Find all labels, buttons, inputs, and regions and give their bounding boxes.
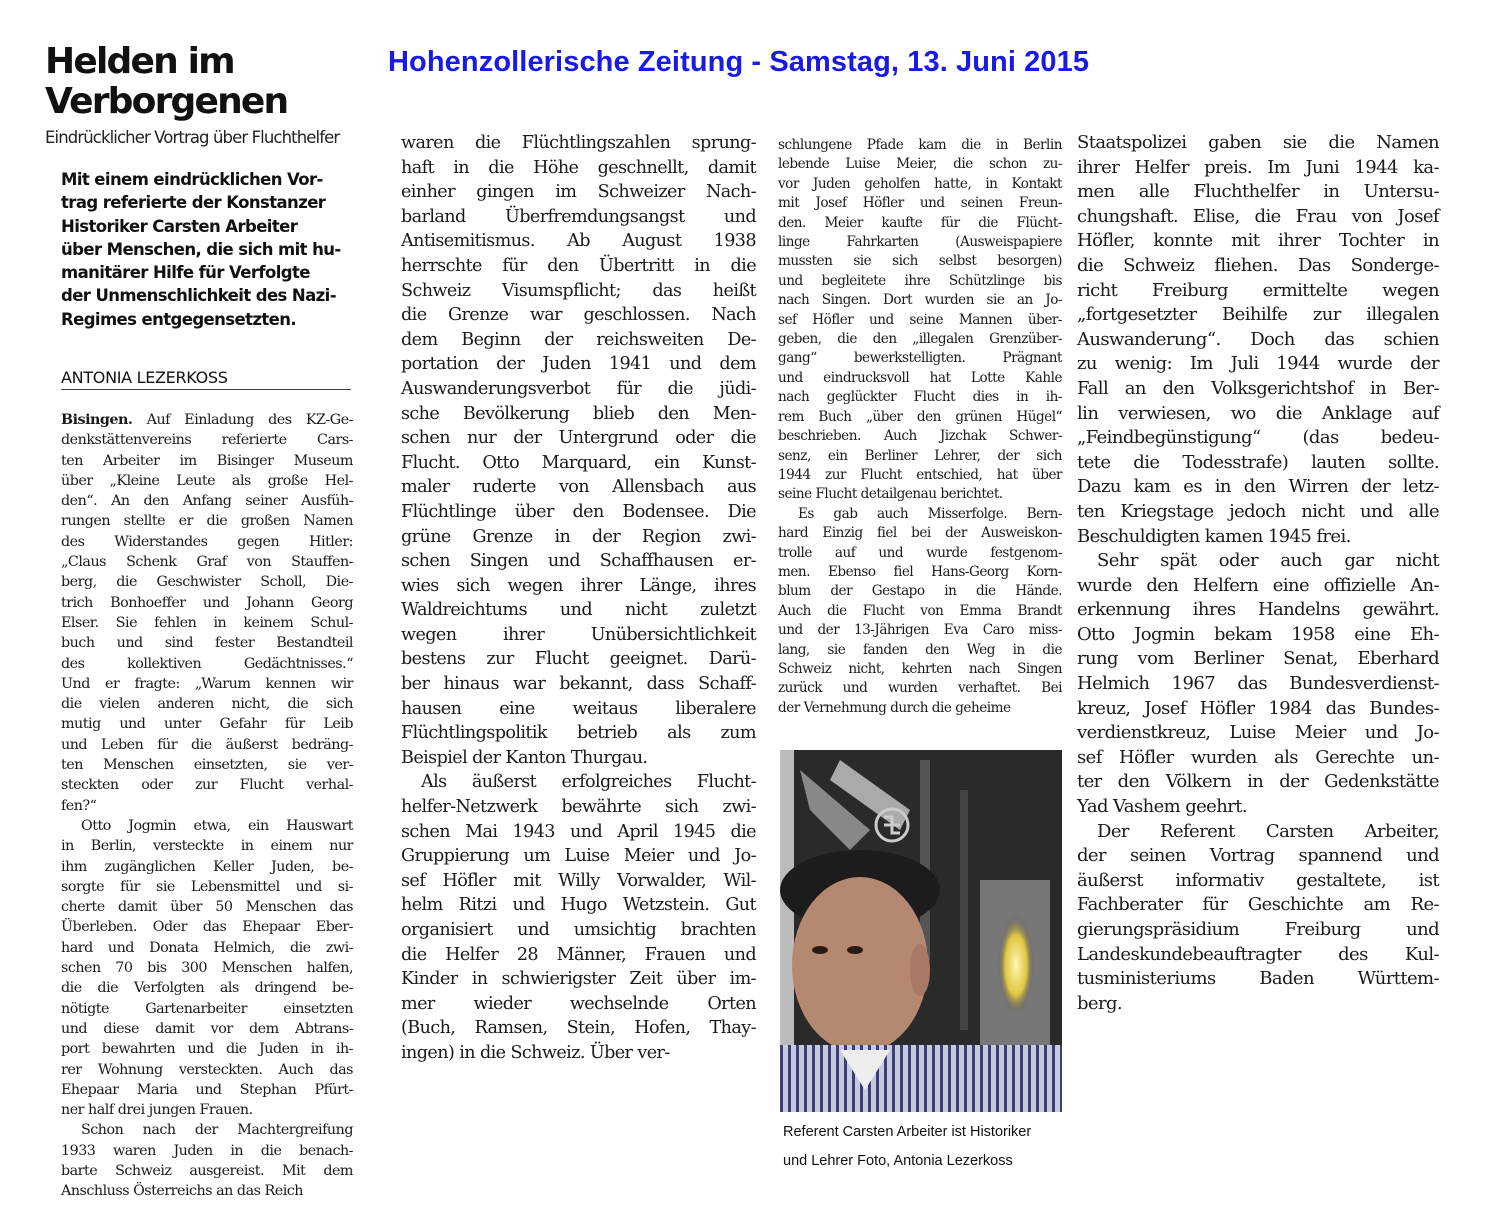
text-line: Flucht. Otto Marquard, ein Kunst- xyxy=(401,452,756,473)
text-line: wurde den Helfern eine offizielle An- xyxy=(1077,574,1439,596)
text-line: Dazu kam es in den Wirren der letz- xyxy=(1077,476,1439,498)
text-line: herrschte für den Übertritt in die xyxy=(401,255,756,276)
text-line: Schon nach der Machtergreifung xyxy=(81,1122,353,1139)
text-line: cherte damit über 50 Menschen das xyxy=(61,899,353,916)
text-line: nach geglückter Flucht dies in ih- xyxy=(778,389,1062,406)
text-line: mer wieder wechselnde Orten xyxy=(401,993,756,1014)
text-line: ten Menschen einsetzten, sie ver- xyxy=(61,757,353,774)
text-line: linge Fahrkarten (Ausweispapiere xyxy=(778,234,1062,251)
text-line: in Berlin, versteckte in einem nur xyxy=(61,838,353,855)
text-line: port bewahrten und die Juden in ih- xyxy=(61,1041,353,1058)
text-line: Helmich 1967 das Bundesverdienst- xyxy=(1077,673,1439,695)
text-line: haft in die Höhe geschnellt, damit xyxy=(401,157,756,178)
text-line: Sehr spät oder auch gar nicht xyxy=(1097,550,1439,572)
text-line: organisiert und umsichtig brachten xyxy=(401,920,756,940)
text-line: helm Ritzi und Hugo Wetzstein. Gut xyxy=(401,895,756,916)
text-line: Elser. Sie fehlen in keinem Schul- xyxy=(61,614,353,631)
text-line: schen nur der Untergrund oder die xyxy=(401,428,756,449)
lead-line: Regimes entgegensetzten. xyxy=(61,309,297,329)
text-line: Und er fragte: „Warum kennen wir xyxy=(61,675,353,692)
text-line: sef Höfler und seine Mannen über- xyxy=(778,311,1062,328)
text-line: trich Bonhoeffer und Johann Georg xyxy=(61,594,353,611)
text-line: und eindrucksvoll hat Lotte Kahle xyxy=(778,369,1062,386)
text-line: des kollektiven Gedächtnisses.“ xyxy=(61,655,353,672)
text-line: Höfler, konnte mit ihrer Tochter in xyxy=(1077,230,1439,252)
text-line: die Helfer 28 Männer, Frauen und xyxy=(401,944,756,965)
text-line: schen Mai 1943 und April 1945 die xyxy=(401,821,756,842)
text-line: Kinder in schwierigster Zeit über im- xyxy=(401,969,756,990)
text-line: maler ruderte von Allensbach aus xyxy=(401,477,756,498)
text-line: lebende Luise Meier, die schon zu- xyxy=(778,156,1062,173)
text-line: Otto Jogmin etwa, ein Hauswart xyxy=(81,817,353,834)
text-line: Otto Jogmin bekam 1958 eine Eh- xyxy=(1077,623,1439,645)
text-line: „Claus Schenk Graf von Stauffen- xyxy=(61,554,353,571)
text-line: Waldreichtums und nicht zuletzt xyxy=(401,600,756,621)
photo-caption-line-2: und Lehrer Foto, Antonia Lezerkoss xyxy=(783,1153,1013,1169)
text-line: Der Referent Carsten Arbeiter, xyxy=(1097,820,1439,842)
text-line: und der 13-Jährigen Eva Caro miss- xyxy=(778,622,1062,639)
text-line: ihrer Helfer preis. Im Juni 1944 ka- xyxy=(1077,156,1439,178)
text-line: men alle Fluchthelfer in Untersu- xyxy=(1077,181,1439,203)
text-line: Fachberater für Geschichte am Re- xyxy=(1077,894,1439,916)
article-column-1 xyxy=(61,410,353,1202)
lead-line: trag referierte der Konstanzer xyxy=(61,193,326,213)
text-line: und diese damit vor dem Abtrans- xyxy=(61,1020,353,1037)
text-line: erkennung ihres Handelns gewährt. xyxy=(1077,599,1439,621)
text-line: ten Arbeiter im Bisinger Museum xyxy=(61,452,353,469)
text-line: grüne Grenze in der Region zwi- xyxy=(401,526,756,547)
lead-line: der Unmenschlichkeit des Nazi- xyxy=(61,286,336,306)
text-line: schen Singen und Schaffhausen er- xyxy=(401,551,756,572)
text-line: tete die Todesstrafe) lauten sollte. xyxy=(1077,451,1439,473)
text-line: und begleitete ihre Schützlinge bis xyxy=(778,272,1062,289)
text-line: Auswanderung“. Doch das schien xyxy=(1077,328,1439,350)
text-line: den. Meier kaufte für die Flücht- xyxy=(778,214,1062,231)
text-line: Anschluss Österreichs an das Reich xyxy=(61,1183,303,1200)
text-line: ter den Völkern in der Gedenkstätte xyxy=(1077,771,1439,793)
speaker-photo xyxy=(780,750,1062,1112)
text-line: und Leben für die äußerst bedräng- xyxy=(61,736,353,753)
lead-line: Historiker Carsten Arbeiter xyxy=(61,216,298,236)
text-line: wies sich wegen ihrer Länge, ihres xyxy=(401,575,756,596)
text-line: ten Kriegstage jedoch nicht und alle xyxy=(1077,500,1439,522)
text-line: die vielen anderen nicht, die sich xyxy=(61,696,353,713)
text-line: 1933 waren Juden in die benach- xyxy=(61,1142,353,1159)
text-line: waren die Flüchtlingszahlen sprung- xyxy=(401,133,756,153)
author-byline: ANTONIA LEZERKOSS xyxy=(61,368,351,390)
lead-line: Mit einem eindrücklichen Vor- xyxy=(61,170,323,189)
text-line: (Buch, Ramsen, Stein, Hofen, Thay- xyxy=(401,1018,756,1039)
text-line: berg. xyxy=(1077,992,1123,1014)
subheadline: Eindrücklicher Vortrag über Fluchthelfer xyxy=(45,128,340,147)
text-line: steckten oder zur Flucht verhal- xyxy=(61,777,353,794)
text-line: Schweiz Visumspflicht; das heißt xyxy=(401,280,756,301)
text-line: einher gingen im Schweizer Nach- xyxy=(401,182,756,203)
text-line: die Schweiz fliehen. Das Sonderge- xyxy=(1077,254,1439,276)
text-line: Es gab auch Misserfolge. Bern- xyxy=(798,505,1062,522)
text-line: Flüchtlingspolitik betrieb als zum xyxy=(401,723,756,744)
photo-caption-line-1: Referent Carsten Arbeiter ist Historiker xyxy=(783,1124,1032,1140)
text-line: barte Schweiz ausgereist. Mit dem xyxy=(61,1162,353,1179)
text-line: Schweiz nicht, kehrten nach Singen xyxy=(778,660,1062,677)
article-column-4 xyxy=(1077,131,1439,1016)
text-line: den“. An den Anfang seiner Ausfüh- xyxy=(61,493,353,510)
text-line: chungshaft. Elise, die Frau von Josef xyxy=(1077,205,1439,227)
text-line: rungen stellte er die großen Namen xyxy=(61,513,353,530)
text-line: die die Verfolgten als dringend be- xyxy=(61,980,353,997)
text-line: gierungspräsidium Freiburg und xyxy=(1077,919,1439,940)
text-line: schen 70 bis 300 Menschen halfen, xyxy=(61,960,353,977)
text-line: des Widerstandes gegen Hitler: xyxy=(61,533,353,550)
text-line: hard Einzig fiel bei der Ausweiskon- xyxy=(778,525,1062,542)
text-line: „Feindbegünstigung“ (das bedeu- xyxy=(1077,427,1439,449)
text-line: berg, die Geschwister Scholl, Die- xyxy=(61,574,353,591)
text-line: bestens zur Flucht geeignet. Darü- xyxy=(401,649,756,670)
text-line: rer Wohnung versteckten. Auch das xyxy=(61,1061,353,1078)
text-line: schlungene Pfade kam die in Berlin xyxy=(778,137,1062,153)
text-line: lin verwiesen, wo die Anklage auf xyxy=(1077,402,1439,424)
text-line: denkstättenvereins referierte Cars- xyxy=(61,432,353,449)
text-line: hausen eine weitaus liberalere xyxy=(401,698,756,719)
lead-line: über Menschen, die sich mit hu- xyxy=(61,239,341,259)
text-line: Gruppierung um Luise Meier und Jo- xyxy=(401,846,756,867)
text-line: Als äußerst erfolgreiches Flucht- xyxy=(421,772,756,793)
text-line: rem Buch „über den grünen Hügel“ xyxy=(778,408,1062,425)
article-column-2 xyxy=(401,131,756,1066)
text-line: zu wenig: Im Juli 1944 wurde der xyxy=(1077,353,1439,375)
text-line: trolle auf und wurde festgenom- xyxy=(778,544,1062,561)
text-line: seine Flucht detailgenau berichtet. xyxy=(778,486,1003,503)
text-line xyxy=(61,410,353,430)
text-line: vor Juden geholfen hatte, in Kontakt xyxy=(778,175,1062,192)
article-column-3 xyxy=(778,136,1062,718)
speaker-photo-image xyxy=(780,750,1062,1112)
text-line: portation der Juden 1941 und dem xyxy=(401,354,756,375)
text-line: geben, die den „illegalen Grenzüber- xyxy=(778,331,1062,348)
text-line: tusministeriums Baden Württem- xyxy=(1077,968,1439,990)
text-line: Beispiel der Kanton Thurgau. xyxy=(401,747,648,768)
text-line: helfer-Netzwerk bewährte sich zwi- xyxy=(401,797,756,818)
text-line: der Vernehmung durch die geheime xyxy=(778,699,1011,716)
text-line: mutig und unter Gefahr für Leib xyxy=(61,716,353,733)
text-line: Auch die Flucht von Emma Brandt xyxy=(778,602,1062,619)
text-line: die Grenze war geschlossen. Nach xyxy=(401,305,756,326)
text-line: mit Josef Höfler und seinen Freun- xyxy=(778,195,1062,212)
text-line: sef Höfler mit Willy Vorwalder, Wil- xyxy=(401,870,756,891)
text-line: hard und Donata Helmich, die zwi- xyxy=(61,939,353,956)
text-line: dem Beginn der reichsweiten De- xyxy=(401,329,756,350)
text-line: Yad Vashem geehrt. xyxy=(1077,796,1247,818)
text-line: ber hinaus war bekannt, dass Schaff- xyxy=(401,674,756,695)
text-line: „fortgesetzter Beihilfe zur illegalen xyxy=(1077,304,1439,326)
text-line: barland Überfremdungsangst und xyxy=(401,206,756,227)
text-line: gang“ bewerkstelligten. Prägnant xyxy=(778,350,1062,367)
text-line: senz, ein Berliner Lehrer, der sich xyxy=(778,447,1062,464)
text-line: Landeskundebeauftragter des Kul- xyxy=(1077,943,1439,965)
text-line: fen?“ xyxy=(61,797,97,814)
text-line: sche Bevölkerung blieb den Men- xyxy=(401,403,756,424)
text-line: mussten sie sich selbst besorgen) xyxy=(778,253,1062,270)
text-line: richt Freiburg ermittelte wegen xyxy=(1077,279,1439,301)
text-line: Antisemitismus. Ab August 1938 xyxy=(401,231,756,252)
text-line: kreuz, Josef Höfler 1984 das Bundes- xyxy=(1077,697,1439,719)
lead-line: manitärer Hilfe für Verfolgte xyxy=(61,263,310,283)
headline-line-1: Helden im xyxy=(45,41,234,82)
text-line: buch und sind fester Bestandteil xyxy=(61,635,353,652)
text-line: Überleben. Oder das Ehepaar Eber- xyxy=(61,919,353,936)
text-line: sorgte für sie Lebensmittel und si- xyxy=(61,878,353,895)
text-line: Auswanderungsverbot für die jüdi- xyxy=(401,378,756,399)
text-line: 1944 zur Flucht entschied, hat über xyxy=(778,466,1062,483)
dateline: Bisingen. xyxy=(61,412,133,428)
text-line: ihm zugänglichen Keller Juden, be- xyxy=(61,858,353,875)
text-line: Beschuldigten kamen 1945 frei. xyxy=(1077,525,1351,547)
text-line: äußerst informativ gestaltete, ist xyxy=(1077,869,1439,891)
masthead: Hohenzollerische Zeitung - Samstag, 13. Juni 2015 xyxy=(388,46,1090,78)
text-line: beschrieben. Auch Jizchak Schwer- xyxy=(778,428,1062,445)
text-line: verdienstkreuz, Luise Meier und Jo- xyxy=(1077,722,1439,744)
text-line: lang, sie fanden den Weg in die xyxy=(778,641,1062,658)
text-line: über „Kleine Leute als große Hel- xyxy=(61,472,353,489)
text-line: rung vom Berliner Senat, Eberhard xyxy=(1077,648,1439,670)
text-line: wegen ihrer Unübersichtlichkeit xyxy=(401,624,756,645)
headline xyxy=(45,42,287,122)
headline-line-2: Verborgenen xyxy=(45,81,288,122)
text-line: nach Singen. Dort wurden sie an Jo- xyxy=(778,292,1062,309)
text-line: der seinen Vortrag spannend und xyxy=(1077,845,1439,867)
text-line-rest: Auf Einladung des KZ-Ge- xyxy=(132,412,353,428)
text-line: zurück und wurden verhaftet. Bei xyxy=(778,680,1062,697)
text-line: sef Höfler wurden als Gerechte un- xyxy=(1077,746,1439,768)
lead-paragraph xyxy=(61,168,361,331)
text-line: ner half drei jungen Frauen. xyxy=(61,1102,253,1119)
text-line: Fall an den Volksgerichtshof in Ber- xyxy=(1077,377,1439,399)
text-line: nötigte Gartenarbeiter einsetzten xyxy=(61,1000,353,1017)
text-line: men. Ebenso fiel Hans-Georg Korn- xyxy=(778,563,1062,580)
text-line: Ehepaar Maria und Stephan Pfürt- xyxy=(61,1081,353,1098)
text-line: Staatspolizei gaben sie die Namen xyxy=(1077,132,1439,153)
text-line: blum der Gestapo in die Hände. xyxy=(778,583,1062,600)
text-line: ingen) in die Schweiz. Über ver- xyxy=(401,1042,670,1063)
text-line: Flüchtlinge über den Bodensee. Die xyxy=(401,501,756,522)
